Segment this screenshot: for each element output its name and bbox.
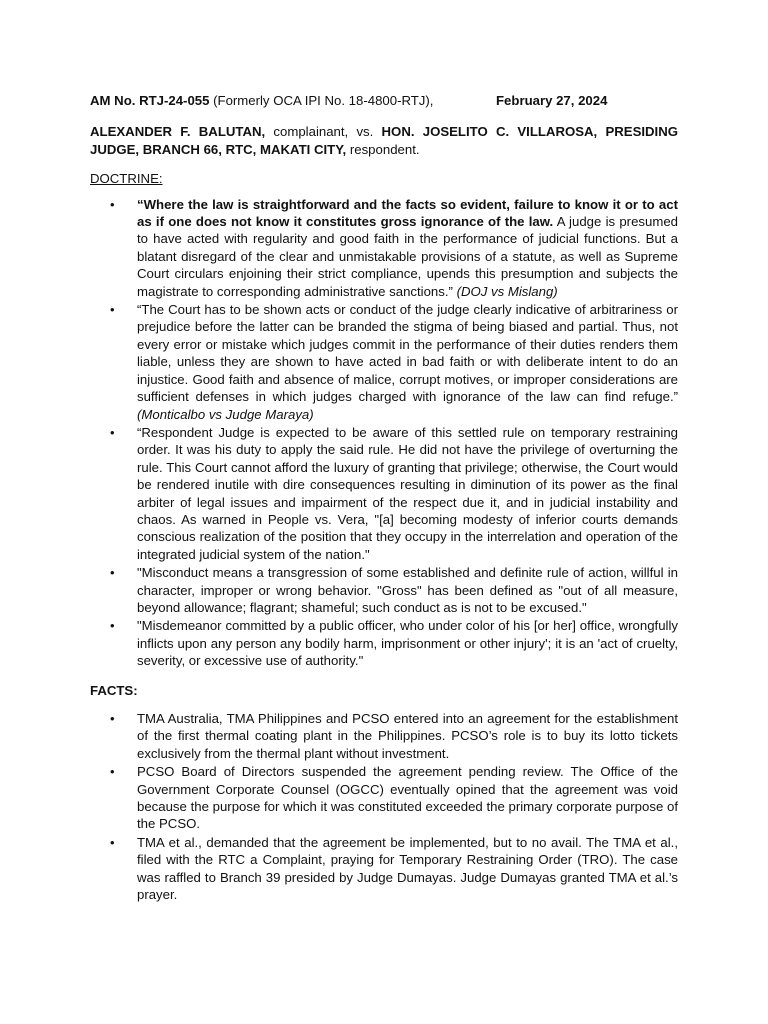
doctrine-item xyxy=(90,564,678,616)
bullet-icon: • xyxy=(110,711,115,726)
doctrine-item-text: "Misdemeanor committed by a public officer, who under color of his [or her] office, wrongfully inflicts upon any person any bodily harm, imprisonment or other injury'; it is an 'act of cruelty, severity, or excessive use of authority." xyxy=(137,618,678,669)
fact-item xyxy=(90,710,678,762)
case-header xyxy=(90,92,678,109)
respondent-role: respondent. xyxy=(346,141,420,157)
case-number-line xyxy=(90,92,496,109)
doctrine-item xyxy=(90,424,678,563)
fact-item xyxy=(90,834,678,904)
doctrine-heading: DOCTRINE: xyxy=(90,171,163,187)
doctrine-item-text: “The Court has to be shown acts or conduct of the judge clearly indicative of arbitrariness or prejudice before the latter can be branded the stigma of being biased and partial. Thus, not every error or mistake which judges commit in the performance of their duties renders them liable, unless they are shown to have acted in bad faith or with deliberate intent to do an injustice. Good faith and absence of malice, corrupt motives, or improper considerations are sufficient defenses in which judges charged with ignorance of the law can find refuge.” xyxy=(137,302,678,405)
case-number: AM No. RTJ-24-055 xyxy=(90,93,210,108)
bullet-icon: • xyxy=(110,424,115,440)
doctrine-item xyxy=(90,196,678,300)
bullet-icon: • xyxy=(110,834,115,850)
bullet-icon: • xyxy=(110,764,115,780)
bullet-icon: • xyxy=(110,565,115,581)
complainant-name: ALEXANDER F. BALUTAN, xyxy=(90,124,266,140)
fact-item xyxy=(90,763,678,833)
bullet-icon: • xyxy=(110,196,115,212)
fact-item-text: TMA Australia, TMA Philippines and PCSO entered into an agreement for the establishment of the first thermal coating plant in the Philippines. PCSO’s role is to buy its lotto tickets exclusively from the thermal plant without investment. xyxy=(137,711,678,761)
doctrine-item-text: "Misconduct means a transgression of some established and definite rule of action, willful in character, improper or wrong behavior. "Gross" has been defined as "out of all measure, beyond allowance; flagrant; shameful; such conduct as is not to be excused." xyxy=(137,565,678,615)
bullet-icon: • xyxy=(110,618,115,634)
facts-list xyxy=(90,710,678,903)
complainant-role: complainant, vs. xyxy=(265,124,382,140)
doctrine-list xyxy=(90,196,678,670)
fact-item-text: PCSO Board of Directors suspended the agreement pending review. The Office of the Government Corporate Counsel (OGCC) eventually opined that the agreement was void because the purpose for which it was constituted exceeded the primary corporate purpose of the PCSO. xyxy=(137,764,678,832)
doctrine-item-citation: (DOJ vs Mislang) xyxy=(456,283,558,299)
fact-item-text: TMA et al., demanded that the agreement be implemented, but to no avail. The TMA et al., filed with the RTC a Complaint, praying for Temporary Restraining Order (TRO). The case was raffled to Branch 39 presided by Judge Dumayas. Judge Dumayas granted TMA et al.’s prayer. xyxy=(137,834,678,903)
facts-heading: FACTS: xyxy=(90,682,138,698)
doctrine-item-text: “Respondent Judge is expected to be aware of this settled rule on temporary restraining order. It was his duty to apply the said rule. He did not have the privilege of overturning the rule. This Court cannot afford the luxury of granting that privilege; otherwise, the Court would be rendered inutile with dire consequences resulting in diminution of its power as the final arbiter of legal issues and impairment of the respect due it, and in judicial instability and chaos. As warned in People vs. Vera, "[a] becoming modesty of inferior courts demands conscious realization of the position that they occupy in the interrelation and operation of the integrated judicial system of the nation." xyxy=(137,424,678,562)
case-parties xyxy=(90,123,678,158)
doctrine-item-text: A judge is presumed to have acted with regularity and good faith in the performance of judicial functions. But a blatant disregard of the clear and unmistakable provisions of a statute, as well as Supreme Court circulars enjoining their strict compliance, upends this presumption and subjects the magistrate to corresponding administrative sanctions.” xyxy=(137,214,678,299)
doctrine-item-bold: “Where the law is straightforward and the facts so evident, failure to know it or to act as if one does not know it constitutes gross ignorance of the law. xyxy=(137,196,678,230)
case-date: February 27, 2024 xyxy=(496,93,608,108)
doctrine-item-citation: (Monticalbo vs Judge Maraya) xyxy=(137,406,314,422)
respondent-name: HON. JOSELITO C. VILLAROSA, PRESIDING JUDGE, BRANCH 66, RTC, MAKATI CITY, xyxy=(90,124,678,157)
doctrine-item xyxy=(90,617,678,669)
doctrine-item xyxy=(90,301,678,423)
bullet-icon: • xyxy=(110,302,115,318)
case-formerly: (Formerly OCA IPI No. 18-4800-RTJ), xyxy=(209,93,434,108)
